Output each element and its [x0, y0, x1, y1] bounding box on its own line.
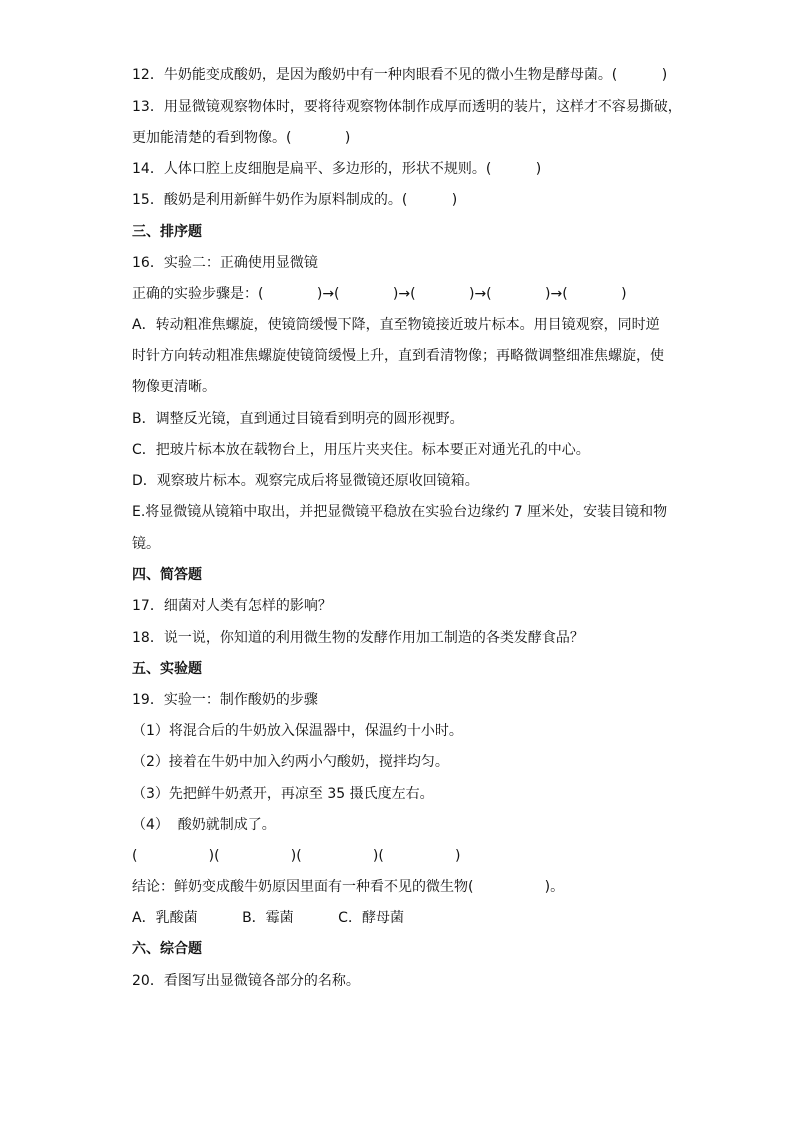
option-e-line1: E.将显微镜从镜箱中取出，并把显微镜平稳放在实验台边缘约 7 厘米处，安装目镜和物 [132, 504, 668, 520]
question-17: 17．细菌对人类有怎样的影响？ [132, 598, 332, 614]
step-1: （1）将混合后的牛奶放入保温器中，保温约十小时。 [132, 723, 463, 739]
step-4: （4） 酸奶就制成了。 [132, 817, 276, 833]
answer-choices: A．乳酸菌 B．霉菌 C．酵母菌 [132, 910, 404, 926]
question-19-title: 19．实验一：制作酸奶的步骤 [132, 692, 318, 708]
option-b: B．调整反光镜，直到通过目镜看到明亮的圆形视野。 [132, 411, 464, 427]
option-a-line2: 时针方向转动粗准焦螺旋使镜筒缓慢上升，直到看清物像；再略微调整细准焦螺旋，使 [132, 348, 664, 364]
option-c: C．把玻片标本放在载物台上，用压片夹夹住。标本要正对通光孔的中心。 [132, 442, 590, 458]
section-heading-experiment: 五、实验题 [132, 661, 202, 677]
option-a-line3: 物像更清晰。 [132, 379, 216, 395]
question-13: 13．用显微镜观察物体时，要将待观察物体制作成厚而透明的装片，这样才不容易撕破， [132, 99, 682, 115]
conclusion: 结论：鲜奶变成酸牛奶原因里面有一种看不见的微生物( )。 [132, 879, 565, 895]
question-18: 18．说一说，你知道的利用微生物的发酵作用加工制造的各类发酵食品？ [132, 630, 584, 646]
order-blanks: ( )( )( )( ) [132, 848, 461, 864]
question-20: 20．看图写出显微镜各部分的名称。 [132, 973, 360, 989]
option-d: D．观察玻片标本。观察完成后将显微镜还原收回镜箱。 [132, 473, 479, 489]
section-heading-sorting: 三、排序题 [132, 224, 202, 240]
step-3: （3）先把鲜牛奶煮开，再凉至 35 摄氏度左右。 [132, 786, 434, 802]
option-a-line1: A．转动粗准焦螺旋，使镜筒缓慢下降，直至物镜接近玻片标本。用目镜观察，同时逆 [132, 317, 660, 333]
question-15: 15．酸奶是利用新鲜牛奶作为原料制成的。( ) [132, 192, 458, 208]
question-16-title: 16．实验二：正确使用显微镜 [132, 255, 318, 271]
question-13-continued: 更加能清楚的看到物像。( ) [132, 130, 351, 146]
question-12: 12．牛奶能变成酸奶，是因为酸奶中有一种肉眼看不见的微小生物是酵母菌。( ) [132, 67, 668, 83]
section-heading-comprehensive: 六、综合题 [132, 941, 202, 957]
option-e-line2: 镜。 [132, 536, 160, 552]
question-16-prompt: 正确的实验步骤是：( )→( )→( )→( )→( ) [132, 286, 627, 302]
question-14: 14．人体口腔上皮细胞是扁平、多边形的，形状不规则。( ) [132, 161, 542, 177]
section-heading-short-answer: 四、简答题 [132, 567, 202, 583]
step-2: （2）接着在牛奶中加入约两小勺酸奶，搅拌均匀。 [132, 754, 449, 770]
